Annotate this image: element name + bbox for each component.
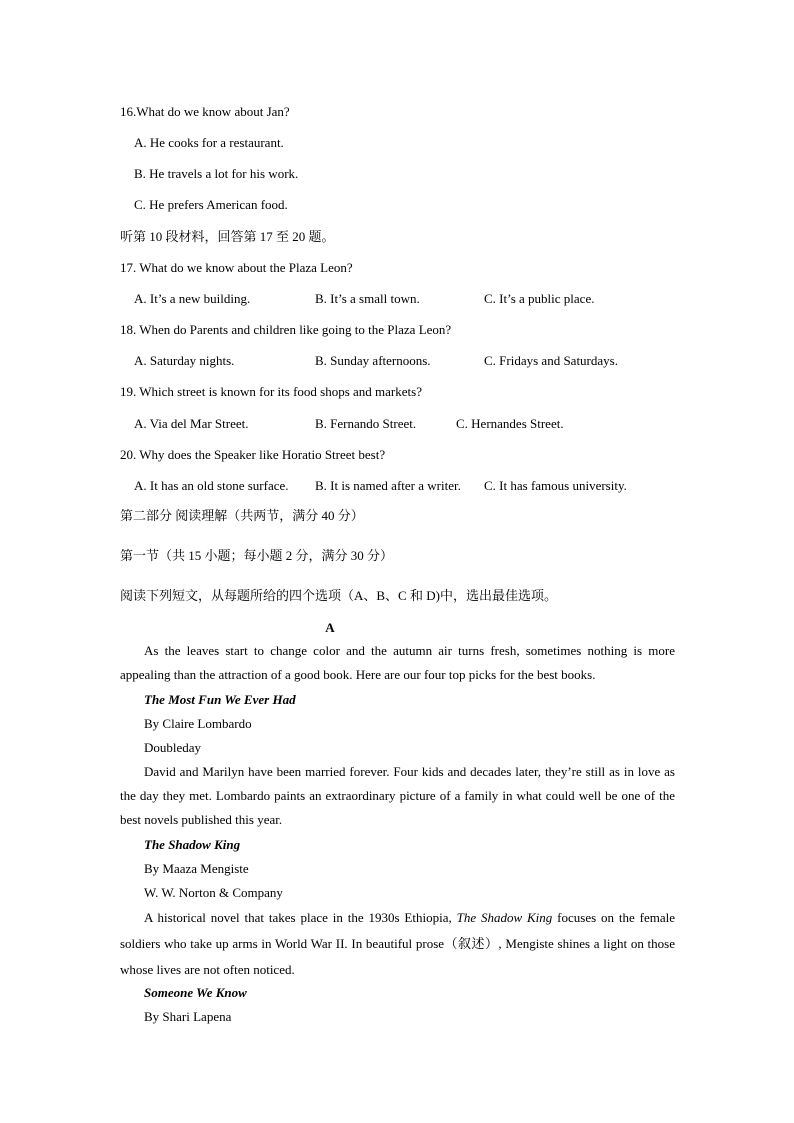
q17-option-c: C. It’s a public place. (484, 291, 595, 306)
book-1-author: By Claire Lombardo (144, 716, 252, 731)
book-2-publisher: W. W. Norton & Company (144, 885, 283, 900)
book-2-description (120, 905, 675, 983)
q20-option-c: C. It has famous university. (484, 478, 627, 493)
q19-option-a: A. Via del Mar Street. (134, 416, 249, 431)
question-16: 16.What do we know about Jan? (120, 104, 290, 119)
q20-option-b: B. It is named after a writer. (315, 478, 461, 493)
q16-option-c: C. He prefers American food. (134, 197, 288, 212)
q16-option-a: A. He cooks for a restaurant. (134, 135, 284, 150)
book-1-title: The Most Fun We Ever Had (144, 692, 296, 707)
book-1-publisher: Doubleday (144, 740, 202, 755)
q19-option-b: B. Fernando Street. (315, 416, 417, 431)
question-18: 18. When do Parents and children like going to the Plaza Leon? (120, 322, 452, 337)
q16-option-b: B. He travels a lot for his work. (134, 166, 299, 181)
book-2-description-pre: A historical novel that takes place in the 1930s Ethiopia, (144, 910, 457, 925)
section-1-title: 第一节（共 15 小题；每小题 2 分，满分 30 分） (120, 548, 394, 563)
book-2-title: The Shadow King (144, 837, 241, 852)
question-19: 19. Which street is known for its food shops and markets? (120, 384, 422, 399)
part-2-title: 第二部分 阅读理解（共两节，满分 40 分） (120, 508, 364, 523)
book-3-author: By Shari Lapena (144, 1009, 232, 1024)
question-20: 20. Why does the Speaker like Horatio Street best? (120, 447, 386, 462)
book-2-author: By Maaza Mengiste (144, 861, 249, 876)
passage-intro: As the leaves start to change color and the autumn air turns fresh, sometimes nothing is more appealing than the attraction of a good book. Here are our four top picks for the best books. (120, 643, 675, 682)
q17-option-b: B. It’s a small town. (315, 291, 420, 306)
q18-option-a: A. Saturday nights. (134, 353, 235, 368)
section-10-instruction: 听第 10 段材料，回答第 17 至 20 题。 (120, 229, 335, 244)
q19-option-c: C. Hernandes Street. (456, 416, 564, 431)
passage-label: A (325, 620, 335, 635)
q18-option-c: C. Fridays and Saturdays. (484, 353, 618, 368)
q17-option-a: A. It’s a new building. (134, 291, 251, 306)
reading-instruction: 阅读下列短文，从每题所给的四个选项（A、B、C 和 D)中，选出最佳选项。 (120, 588, 557, 603)
question-17: 17. What do we know about the Plaza Leon? (120, 260, 353, 275)
book-2-description-post: focuses on the female soldiers who take up arms in World War II. In beautiful prose（叙述）, Mengiste shines a light on those whose lives are not often noticed. (120, 910, 676, 977)
q18-option-b: B. Sunday afternoons. (315, 353, 431, 368)
book-3-title: Someone We Know (144, 985, 247, 1000)
book-1-description: David and Marilyn have been married forever. Four kids and decades later, they’re still as in love as the day they met. Lombardo paints an extraordinary picture of a family in what could well be one of the best novels published this year. (120, 764, 675, 827)
q20-option-a: A. It has an old stone surface. (134, 478, 289, 493)
book-2-description-title: The Shadow King (456, 910, 553, 925)
